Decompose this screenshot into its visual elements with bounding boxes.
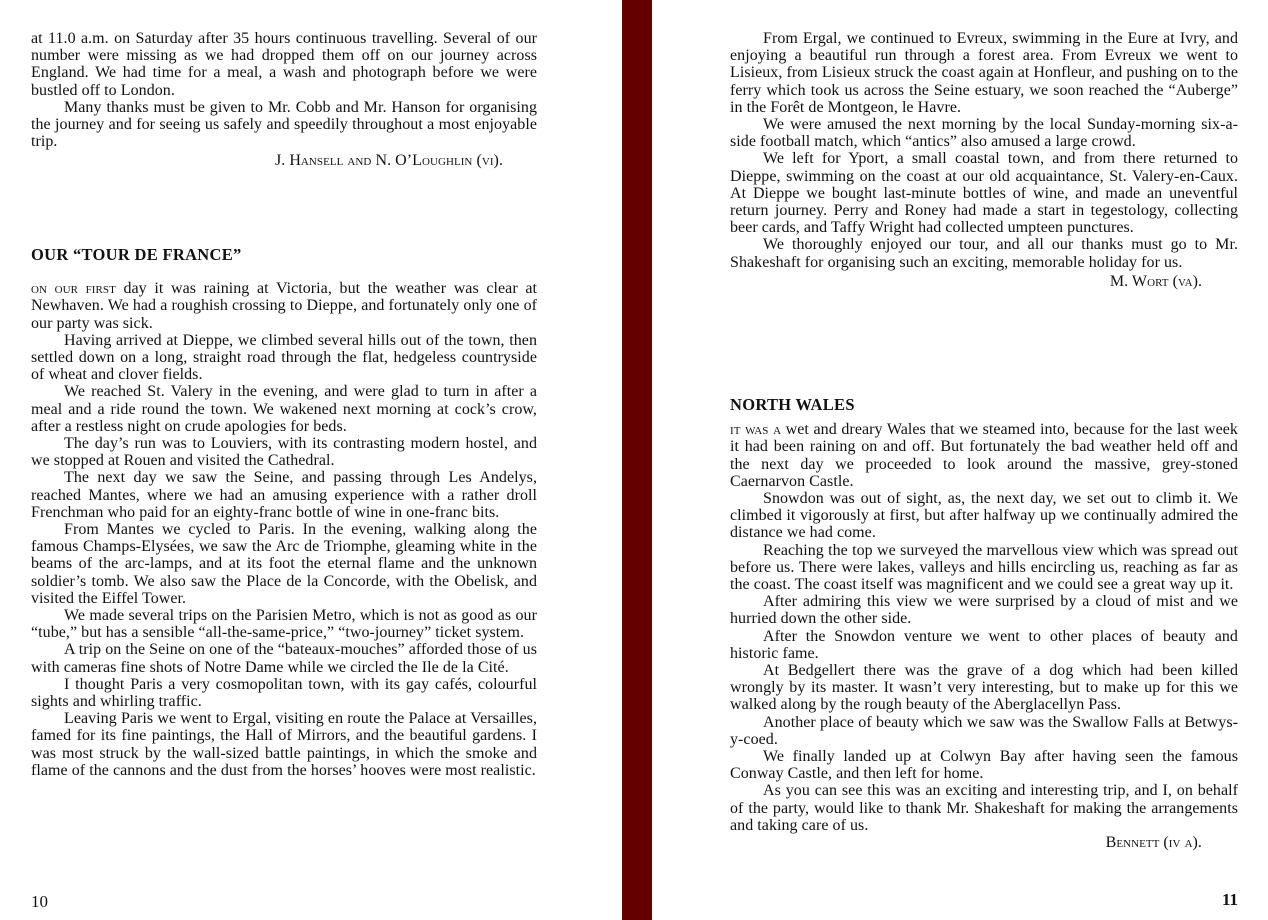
paragraph: Snowdon was out of sight, as, the next day, we set out to climb it. We climbed it vigorously at first, but after halfway up we continually admired the distance we had come. — [730, 490, 1238, 542]
paragraph: A trip on the Seine on one of the “bateaux-mouches” afforded those of us with cameras fine shots of Notre Dame while we circled the Ile de la Cité. — [31, 641, 537, 676]
previous-article-ending — [31, 30, 537, 170]
paragraph: Reaching the top we surveyed the marvellous view which was spread out before us. There were lakes, valleys and hills encircling us, reaching as far as the coast. The coast itself was magnificent and we could see a great way up it. — [730, 541, 1238, 594]
paragraph: We were amused the next morning by the local Sunday-morning six-a-side football match, which “antics” also amused a large crowd. — [730, 116, 1238, 151]
lead-in: it was a — [730, 421, 782, 439]
paragraph: From Mantes we cycled to Paris. In the evening, walking along the famous Champs-Elysées, we saw the Arc de Triomphe, gleaming white in the beams of the arc-lamps, and at its foot the eternal flame and the unknown soldier’s tomb. We also saw the Place de la Concorde, with the Obelisk, and visited the Eiffel Tower. — [31, 521, 537, 607]
paragraph: Having arrived at Dieppe, we climbed several hills out of the town, then settled down on a long, straight road through the flat, hedgeless countryside of wheat and clover fields. — [31, 331, 537, 384]
page-number: 10 — [31, 892, 48, 911]
paragraph: We left for Yport, a small coastal town, and from there returned to Dieppe, swimming on the coast at our old acquaintance, St. Valery-en-Caux. At Dieppe we bought last-minute bottles of wine, and made an uneventful return journey. Perry and Roney had made a start in tegestology, collecting beer cards, and Taffy Wright had collected umpteen punctures. — [730, 150, 1238, 237]
paragraph: it was a wet and dreary Wales that we steamed into, because for the last week it had been raining on and off. But fortunately the bad weather held off and the next day we proceeded to look around the massive, grey-stoned Caernarvon Castle. — [730, 421, 1238, 490]
paragraph: At Bedgellert there was the grave of a dog which had been killed wrongly by its master. It wasn’t very interesting, but to make up for this we walked along by the rough beauty of the Aberglacellyn Pass. — [730, 662, 1238, 714]
article-tour-de-france — [31, 246, 537, 779]
paragraph: I thought Paris a very cosmopolitan town, with its gay cafés, colourful sights and whirling traffic. — [31, 675, 537, 711]
article-title: NORTH WALES — [730, 395, 855, 414]
paragraph: We thoroughly enjoyed our tour, and all our thanks must go to Mr. Shakeshaft for organising such an exciting, memorable holiday for us. — [730, 236, 1238, 271]
author-signature: J. Hansell and N. O’Loughlin (vi). — [274, 152, 503, 170]
paragraph: The next day we saw the Seine, and passing through Les Andelys, reached Mantes, where we had an amusing experience with a rather droll Frenchman who paid for an eighty-franc bottle of wine in one-franc bits. — [31, 469, 537, 521]
paragraph: Leaving Paris we went to Ergal, visiting en route the Palace at Versailles, famed for its fine paintings, the Hall of Mirrors, and the beautiful gardens. I was most struck by the wall-sized battle paintings, in which the smoke and flame of the cannons and the dust from the horses’ hooves were most realistic. — [31, 710, 537, 779]
paragraph: at 11.0 a.m. on Saturday after 35 hours continuous travelling. Several of our number were missing as we had dropped them off on our journey across England. We had time for a meal, a wash and photograph before we were bustled off to London. — [31, 30, 537, 99]
paragraph: The day’s run was to Louviers, with its contrasting modern hostel, and we stopped at Rouen and visited the Cathedral. — [31, 435, 537, 470]
paragraph: After the Snowdon venture we went to other places of beauty and historic fame. — [730, 627, 1238, 662]
paragraph: As you can see this was an exciting and interesting trip, and I, on behalf of the party, would like to thank Mr. Shakeshaft for making the arrangements and taking care of us. — [730, 782, 1238, 834]
lead-in: on our first — [31, 280, 116, 298]
article-north-wales — [730, 396, 1238, 851]
article-title: OUR “TOUR DE FRANCE” — [31, 245, 242, 264]
paragraph: From Ergal, we continued to Evreux, swimming in the Eure at Ivry, and enjoying a beautiful run through a forest area. From Evreux we went to Lisieux, from Lisieux struck the coast again at Honfleur, and pushing on to the ferry which took us across the Seine estuary, we soon reached the “Auberge” in the Forêt de Montgeon, le Havre. — [730, 30, 1238, 116]
book-spine — [622, 0, 652, 920]
paragraph: We finally landed up at Colwyn Bay after having seen the famous Conway Castle, and then left for home. — [730, 748, 1238, 783]
page-number: 11 — [1222, 890, 1239, 909]
author-signature: M. Wort (va). — [1109, 272, 1202, 290]
tour-de-france-continuation — [730, 30, 1238, 290]
paragraph: We reached St. Valery in the evening, and were glad to turn in after a meal and a ride round the town. We wakened next morning at cock’s crow, after a restless night on crude apologies for beds. — [31, 383, 537, 435]
paragraph: We made several trips on the Parisien Metro, which is not as good as our “tube,” but has a sensible “all-the-same-price,” “two-journey” ticket system. — [31, 607, 537, 642]
paragraph: Another place of beauty which we saw was the Swallow Falls at Betwys-y-coed. — [730, 713, 1238, 748]
left-page — [0, 0, 622, 920]
paragraph: Many thanks must be given to Mr. Cobb and Mr. Hanson for organising the journey and for seeing us safely and speedily throughout a most enjoyable trip. — [31, 98, 537, 151]
author-signature: Bennett (iv a). — [1105, 834, 1202, 852]
paragraph: on our first day it was raining at Victoria, but the weather was clear at Newhaven. We had a roughish crossing to Dieppe, and fortunately only one of our party was sick. — [31, 280, 537, 332]
paragraph: After admiring this view we were surprised by a cloud of mist and we hurried down the other side. — [730, 593, 1238, 628]
